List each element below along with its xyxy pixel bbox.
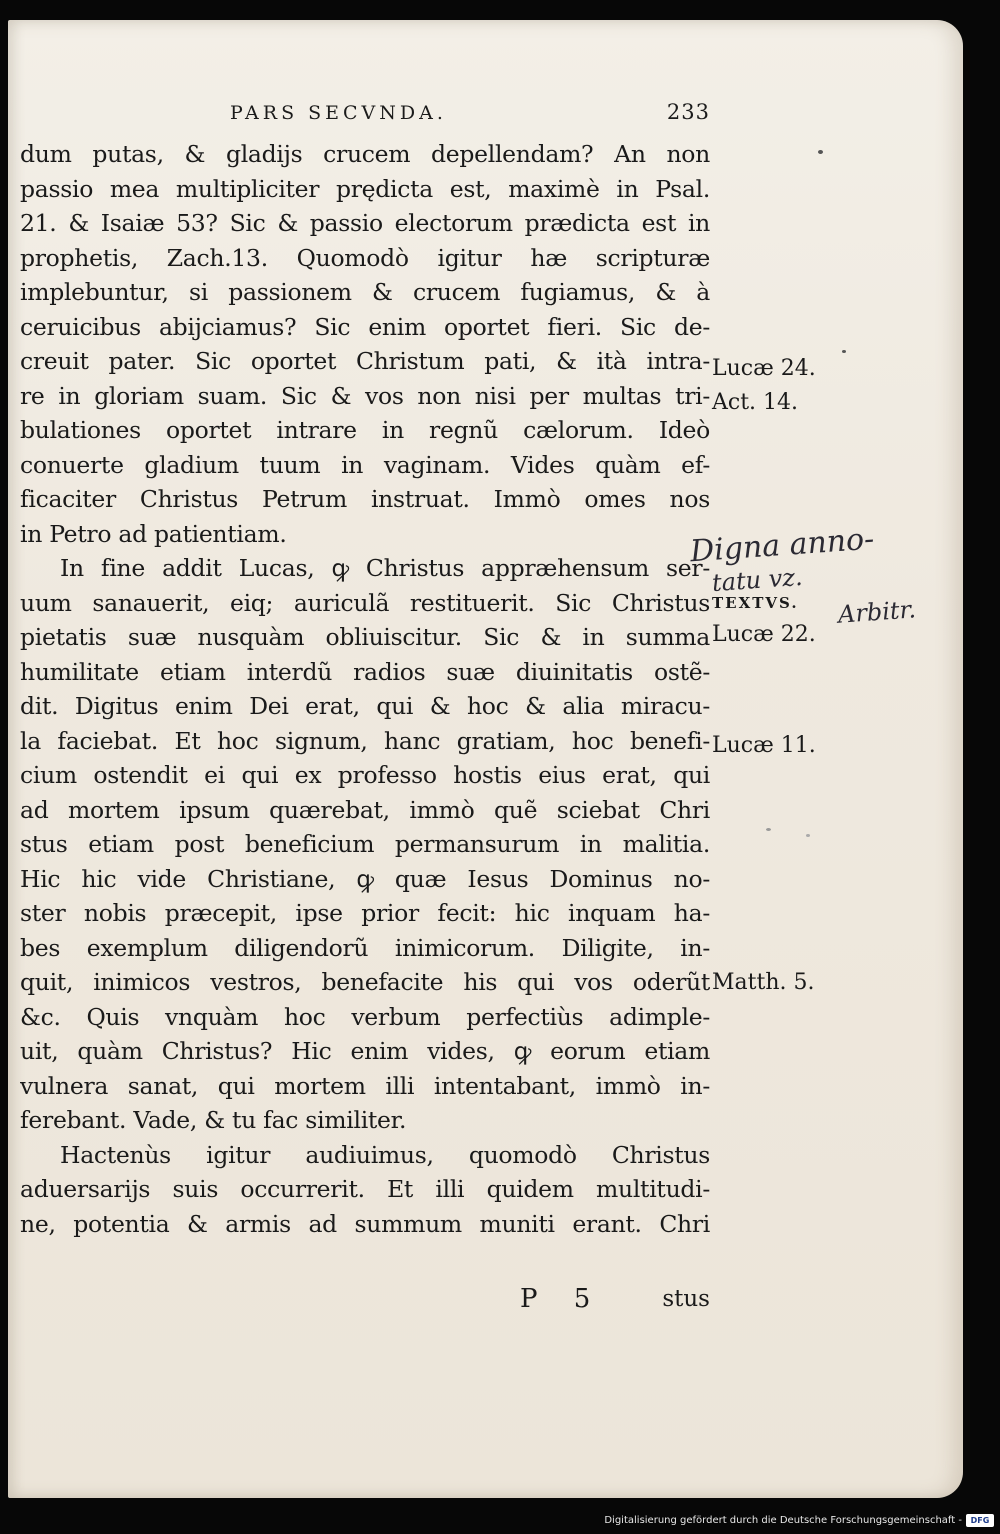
text-line: la faciebat. Et hoc signum, hanc gratiam, hoc benefi-: [20, 726, 710, 755]
body-text: [20, 137, 710, 1241]
running-head-title: PARS SECVNDA.: [230, 102, 447, 124]
dfg-logo: DFG: [966, 1514, 994, 1527]
text-line: bes exemplum diligendorũ inimicorum. Diligite, in-: [20, 933, 710, 962]
text-line: ficaciter Christus Petrum instruat. Immò omes nos: [20, 485, 710, 513]
text-line: uum sanauerit, eiq; auriculã restituerit. Sic Christus: [20, 588, 710, 617]
ink-speck: [842, 350, 846, 353]
handwritten-note-line-1: Digna anno-: [689, 521, 876, 570]
text-line: uit, quàm Christus? Hic enim vides, ꝙ eorum etiam: [20, 1037, 710, 1065]
catchword-row: [20, 1284, 710, 1320]
text-line: creuit pater. Sic oportet Christum pati, & ità intra-: [20, 347, 710, 375]
handwritten-note-line-3: Arbitr.: [837, 595, 917, 629]
text-line: vulnera sanat, qui mortem illi intentabant, immò in-: [20, 1071, 710, 1100]
text-line: ceruicibus abijciamus? Sic enim oportet fieri. Sic de-: [20, 312, 710, 341]
ink-speck: [818, 150, 823, 154]
text-line: passio mea multipliciter prędicta est, maximè in Psal.: [20, 174, 710, 203]
text-line: In fine addit Lucas, ꝙ Christus appræhensum ser-: [60, 554, 710, 582]
catchword: stus: [662, 1286, 710, 1312]
text-line: 21. & Isaiæ 53? Sic & passio electorum prædicta est in: [20, 209, 710, 237]
margin-note-act-14: Act. 14.: [712, 390, 799, 415]
margin-note-lucae-22: Lucæ 22.: [712, 622, 816, 647]
margin-note-lucae-11: Lucæ 11.: [712, 733, 816, 758]
ink-speck: [766, 828, 771, 831]
margin-note-lucae-24: Lucæ 24.: [712, 356, 816, 381]
ink-speck: [806, 834, 810, 837]
text-line: ad mortem ipsum quærebat, immò quẽ sciebat Chri: [20, 795, 710, 824]
handwritten-note-line-2: tatu vz.: [711, 562, 804, 598]
footer-credit: Digitalisierung gefördert durch die Deutsche Forschungsgemeinschaft -: [604, 1515, 962, 1526]
text-line: bulationes oportet intrare in regnũ cælorum. Ideò: [20, 416, 710, 444]
text-line: cium ostendit ei qui ex professo hostis eius erat, qui: [20, 761, 710, 789]
text-line: dit. Digitus enim Dei erat, qui & hoc & alia miracu-: [20, 692, 710, 720]
running-head: [20, 100, 710, 134]
text-line: ferebant. Vade, & tu fac similiter.: [20, 1106, 407, 1134]
text-line: re in gloriam suam. Sic & vos non nisi per multas tri-: [20, 381, 710, 410]
text-line: &c. Quis vnquàm hoc verbum perfectiùs adimple-: [20, 1002, 710, 1031]
text-line: dum putas, & gladijs crucem depellendam? An non: [20, 140, 710, 168]
text-line: conuerte gladium tuum in vaginam. Vides quàm ef-: [20, 450, 710, 479]
page-number: 233: [666, 100, 710, 124]
signature-mark: P 5: [520, 1284, 605, 1314]
text-line: implebuntur, si passionem & crucem fugiamus, & à: [20, 278, 710, 306]
margin-note-textus: TEXTVS.: [712, 594, 799, 612]
text-line: stus etiam post beneficium permansurum in malitia.: [20, 830, 710, 858]
text-line: quit, inimicos vestros, benefacite his qui vos oderũt: [20, 968, 710, 996]
text-line: Hic hic vide Christiane, ꝙ quæ Iesus Dominus no-: [20, 864, 710, 893]
text-line: Hactenùs igitur audiuimus, quomodò Christus: [60, 1140, 710, 1169]
text-line: ster nobis præcepit, ipse prior fecit: hic inquam ha-: [20, 899, 710, 927]
margin-note-matth-5: Matth. 5.: [712, 970, 815, 995]
text-line: humilitate etiam interdũ radios suæ diuinitatis ostẽ-: [20, 657, 710, 686]
text-line: prophetis, Zach.13. Quomodò igitur hæ scripturæ: [20, 243, 710, 272]
text-line: aduersarijs suis occurrerit. Et illi quidem multitudi-: [20, 1175, 710, 1203]
text-line: in Petro ad patientiam.: [20, 519, 287, 548]
text-line: ne, potentia & armis ad summum muniti erant. Chri: [20, 1209, 710, 1238]
text-line: pietatis suæ nusquàm obliuiscitur. Sic & in summa: [20, 623, 710, 651]
